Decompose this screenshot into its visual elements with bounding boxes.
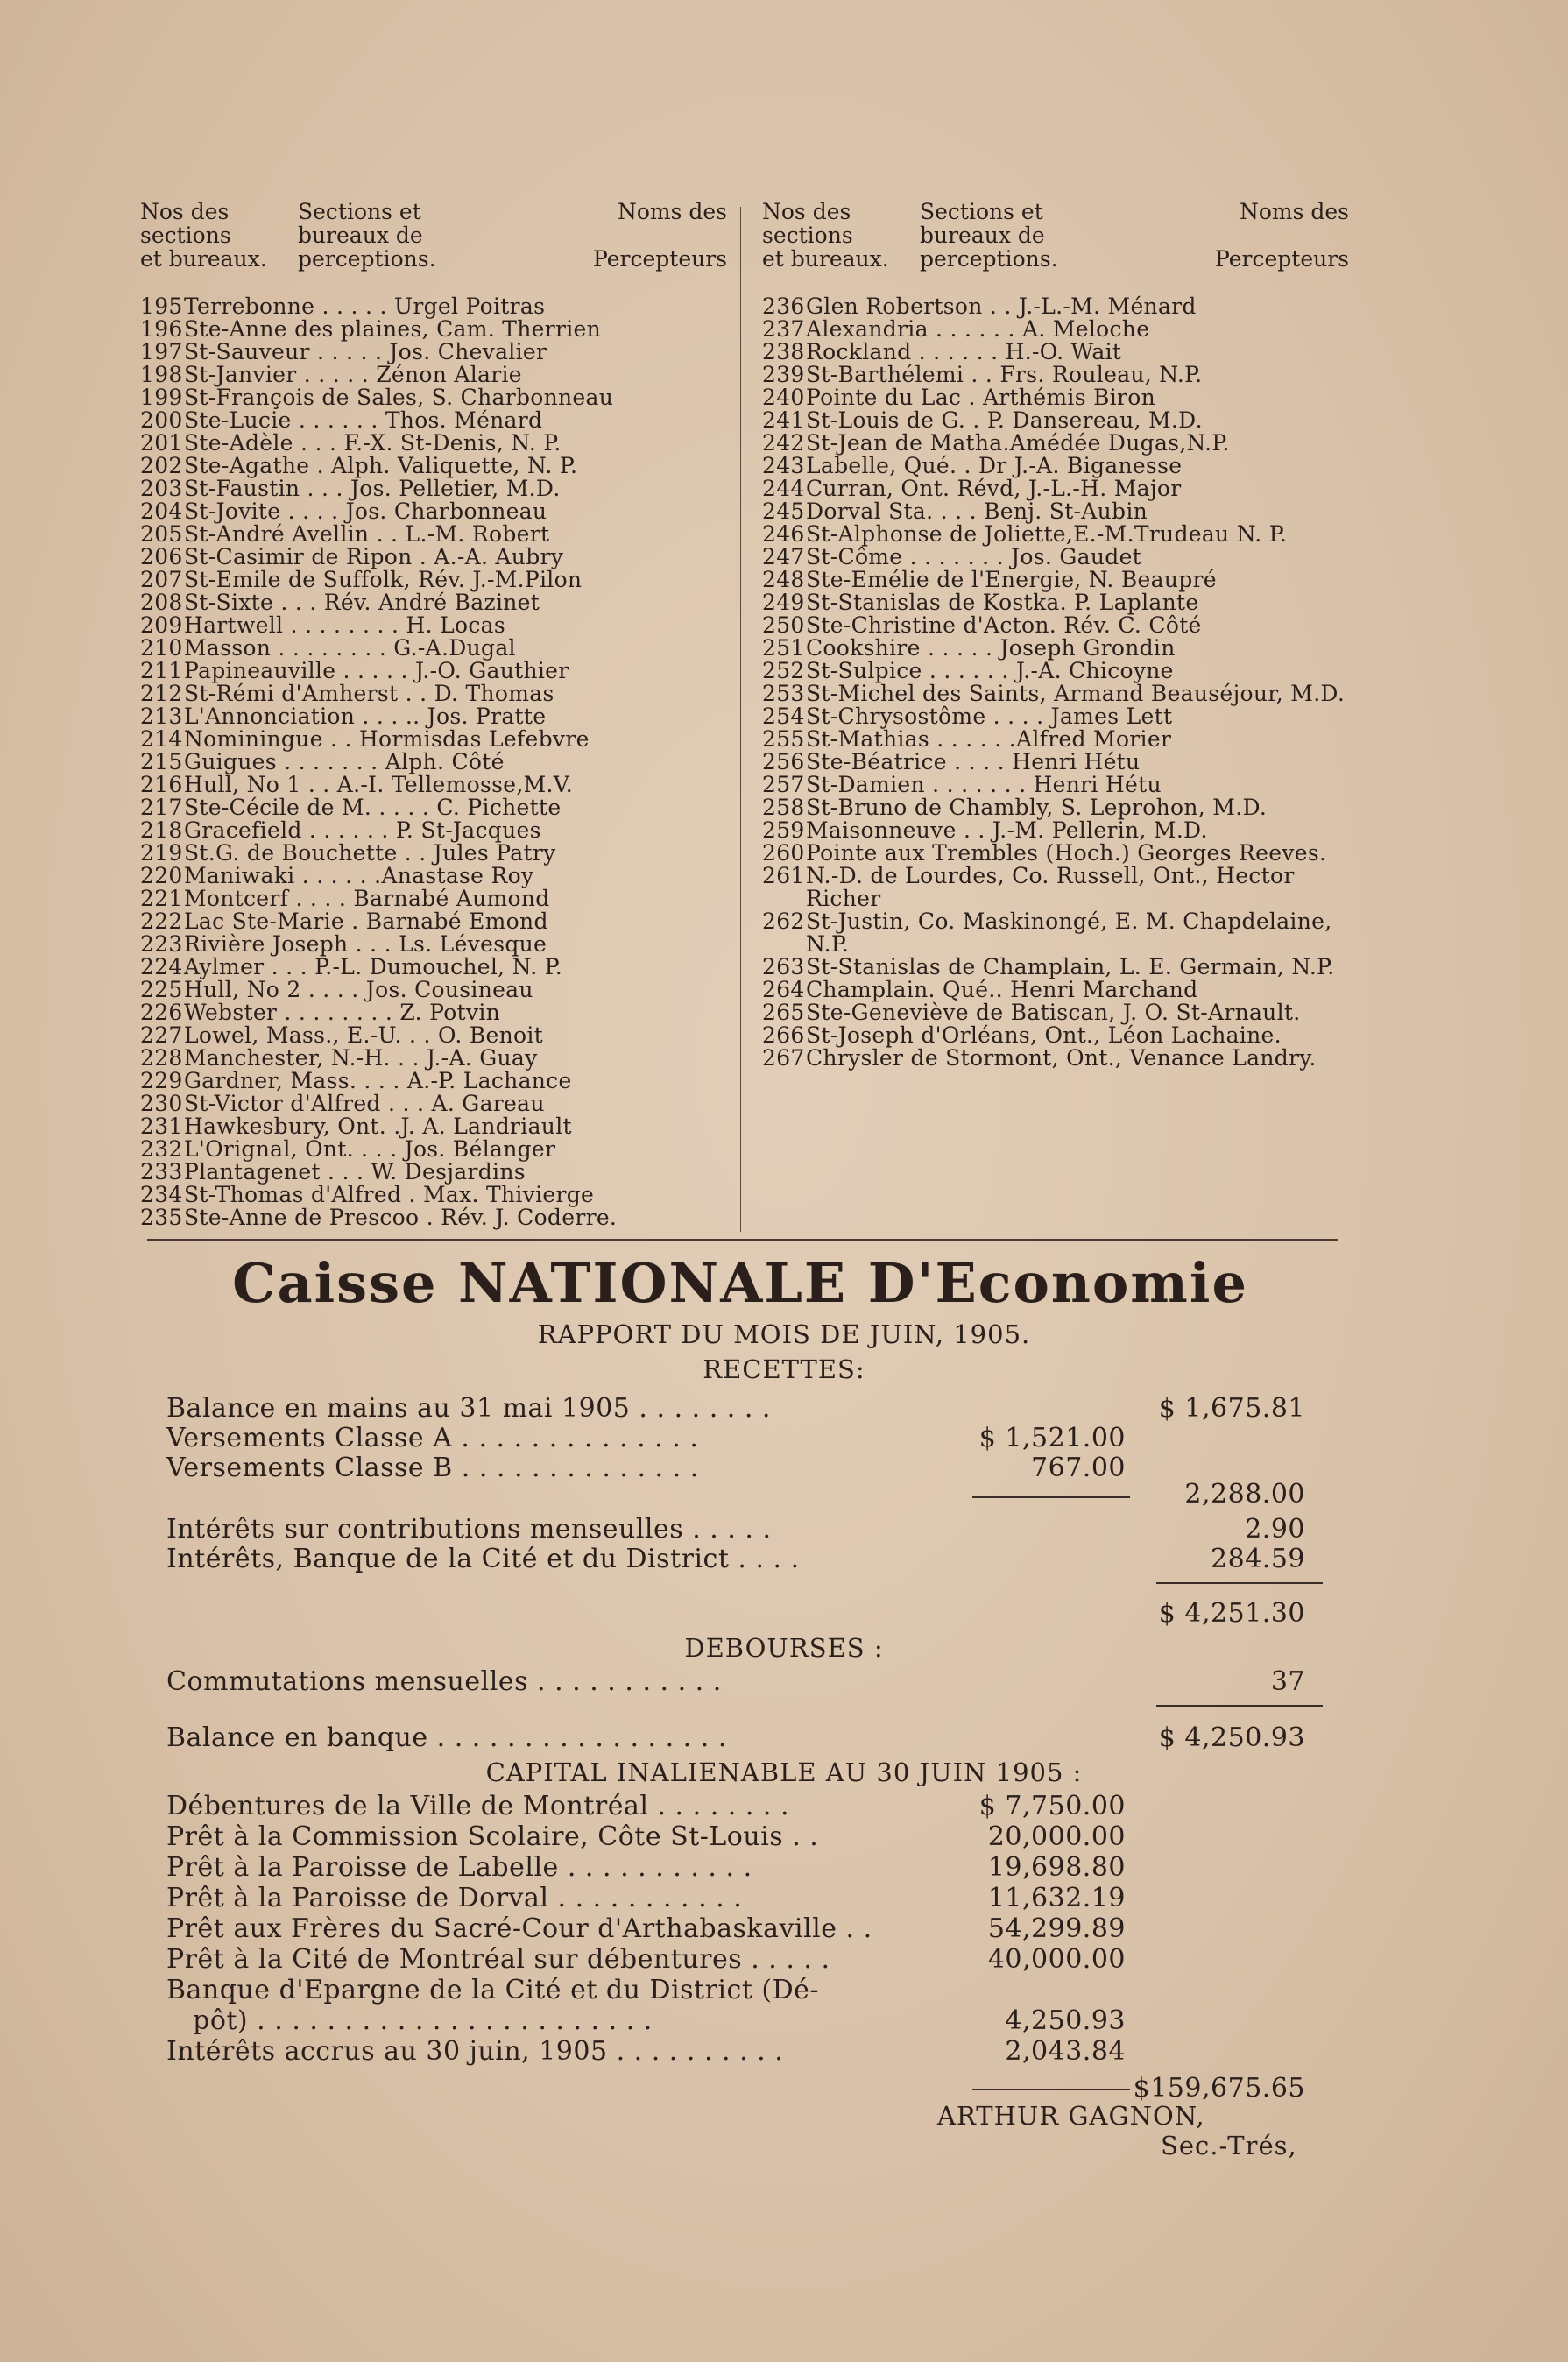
capital-value: 54,299.89 [987, 1913, 1126, 1944]
right-column [762, 200, 1349, 1070]
list-item [140, 979, 727, 1001]
list-item [762, 819, 1349, 842]
section-number: 212 [140, 681, 183, 706]
section-entry-text: Ste-Cécile de M. . . . . C. Pichette [184, 795, 562, 820]
list-item [762, 751, 1349, 774]
section-entry-text: Gracefield . . . . . . P. St-Jacques [184, 817, 541, 843]
list-item [762, 591, 1349, 614]
signature-role: Sec.-Trés, [1161, 2131, 1297, 2160]
section-entry-text: L'Orignal, Ont. . . . Jos. Bélanger [184, 1136, 556, 1162]
capital-value: 20,000.00 [987, 1821, 1126, 1852]
section-entry-text: Ste-Christine d'Acton. Rév. C. Côté [806, 612, 1202, 638]
section-divider [147, 1239, 1338, 1241]
capital-label: Débentures de la Ville de Montréal . . . . . . . . [166, 1791, 790, 1821]
interets-banque-label: Intérêts, Banque de la Cité et du District . . . . [166, 1544, 800, 1574]
list-item [140, 819, 727, 842]
classe-b-value: 767.00 [1031, 1453, 1126, 1483]
section-number: 252 [762, 658, 805, 683]
capital-label: pôt) . . . . . . . . . . . . . . . . . . . . . . . [166, 2005, 653, 2036]
section-entry-text: St-Damien . . . . . . . Henri Hétu [806, 772, 1162, 797]
list-item [762, 956, 1349, 979]
section-number: 231 [140, 1114, 183, 1139]
header-percepteurs: Noms des Percepteurs [593, 199, 727, 272]
section-entry-text: Ste-Geneviève de Batiscan, J. O. St-Arnault. [806, 1000, 1301, 1025]
section-number: 250 [762, 612, 805, 638]
interets-contrib-label: Intérêts sur contributions menseulles . . . . . [166, 1514, 772, 1545]
section-number: 255 [762, 726, 805, 752]
capital-label: Prêt à la Commission Scolaire, Côte St-Louis . . [166, 1821, 819, 1852]
section-entry-text: St-Emile de Suffolk, Rév. J.-M.Pilon [184, 567, 583, 592]
balance-label: Balance en mains au 31 mai 1905 . . . . . . . . [166, 1393, 771, 1424]
list-item [762, 637, 1349, 660]
section-number: 234 [140, 1182, 183, 1207]
list-item [762, 523, 1349, 546]
section-number: 243 [762, 453, 805, 478]
section-entry-text: Ste-Agathe . Alph. Valiquette, N. P. [184, 453, 578, 478]
capital-label: Intérêts accrus au 30 juin, 1905 . . . . . . . . . . [166, 2036, 784, 2067]
section-entry-text: Hawkesbury, Ont. .J. A. Landriault [184, 1114, 572, 1139]
list-item [762, 1001, 1349, 1024]
section-number: 201 [140, 430, 183, 456]
header-sections: Nos des sections et bureaux. [140, 199, 267, 272]
section-number: 219 [140, 840, 183, 866]
list-item [762, 660, 1349, 682]
recettes-heading: RECETTES: [703, 1354, 865, 1384]
section-entry-text: Webster . . . . . . . . Z. Potvin [184, 1000, 501, 1025]
section-number: 200 [140, 407, 183, 433]
list-item [140, 409, 727, 432]
section-number: 236 [762, 293, 805, 319]
list-item [140, 614, 727, 637]
section-number: 262 [762, 909, 805, 934]
section-entry-text: Glen Robertson . . J.-L.-M. Ménard [806, 293, 1197, 319]
list-item [140, 341, 727, 364]
list-item [140, 751, 727, 774]
section-number: 263 [762, 954, 805, 979]
capital-value: 11,632.19 [987, 1883, 1126, 1913]
list-item [762, 569, 1349, 591]
capital-label: Banque d'Epargne de la Cité et du District (Dé- [166, 1975, 820, 2005]
list-item [140, 546, 727, 569]
section-entry-text: Manchester, N.-H. . . J.-A. Guay [184, 1045, 538, 1071]
header-percepteurs: Noms des Percepteurs [1215, 199, 1349, 272]
list-item [762, 386, 1349, 409]
section-entry-text: Hull, No 1 . . A.-I. Tellemosse,M.V. [184, 772, 573, 797]
section-entry-text: Plantagenet . . . W. Desjardins [184, 1159, 526, 1185]
section-number: 213 [140, 704, 183, 729]
section-entry-text: Ste-Lucie . . . . . . Thos. Ménard [184, 407, 543, 433]
header-bureaux: Sections et bureaux de perceptions. [920, 199, 1058, 272]
capital-label: Prêt à la Cité de Montréal sur débentures . . . . . [166, 1944, 830, 1975]
section-number: 195 [140, 293, 183, 319]
section-number: 267 [762, 1045, 805, 1071]
section-entry-text: St-Sixte . . . Rév. André Bazinet [184, 590, 540, 615]
list-item [140, 386, 727, 409]
list-item [140, 933, 727, 956]
section-number: 225 [140, 977, 183, 1002]
section-entry-text: Rivière Joseph . . . Ls. Lévesque [184, 931, 547, 957]
subtotal-value: 2,288.00 [1184, 1479, 1305, 1510]
list-item [140, 569, 727, 591]
section-entry-text: Rockland . . . . . . H.-O. Wait [806, 339, 1122, 364]
section-entry-text: Hartwell . . . . . . . . H. Locas [184, 612, 505, 638]
list-item [140, 1184, 727, 1206]
section-entry-text: St-Chrysostôme . . . . James Lett [806, 704, 1173, 729]
capital-value: 19,698.80 [987, 1852, 1126, 1883]
section-entry-text: Terrebonne . . . . . Urgel Poitras [184, 293, 546, 319]
section-number: 259 [762, 817, 805, 843]
list-item [140, 295, 727, 318]
section-entry-text: Ste-Adèle . . . F.-X. St-Denis, N. P. [184, 430, 562, 456]
list-item [140, 1001, 727, 1024]
section-number: 264 [762, 977, 805, 1002]
list-item [762, 796, 1349, 819]
section-entry-text: St-Victor d'Alfred . . . A. Gareau [184, 1091, 545, 1116]
section-entry-text: St-Thomas d'Alfred . Max. Thivierge [184, 1182, 595, 1207]
commutations-value: 37 [1270, 1666, 1305, 1697]
section-entry-text: St-Stanislas de Kostka. P. Laplante [806, 590, 1199, 615]
section-number: 218 [140, 817, 183, 843]
list-item [762, 774, 1349, 796]
section-entry-text: Montcerf . . . . Barnabé Aumond [184, 886, 550, 911]
section-entry-text: St-Louis de G. . P. Dansereau, M.D. [806, 407, 1203, 433]
section-number: 251 [762, 635, 805, 661]
list-item [140, 1024, 727, 1047]
total-line [1156, 1582, 1323, 1584]
classe-a-label: Versements Classe A . . . . . . . . . . . . . . [166, 1423, 699, 1453]
section-number: 257 [762, 772, 805, 797]
section-number: 230 [140, 1091, 183, 1116]
section-number: 224 [140, 954, 183, 979]
section-entry-text: St-Côme . . . . . . . Jos. Gaudet [806, 544, 1142, 569]
section-number: 227 [140, 1022, 183, 1048]
interets-banque-value: 284.59 [1211, 1544, 1305, 1574]
section-number: 265 [762, 1000, 805, 1025]
section-entry-text: Pointe du Lac . Arthémis Biron [806, 385, 1156, 410]
section-entry-text: St-Justin, Co. Maskinongé, E. M. Chapdelaine, N.P. [806, 909, 1339, 957]
section-number: 249 [762, 590, 805, 615]
capital-label: Prêt à la Paroisse de Labelle . . . . . . . . . . . [166, 1852, 752, 1883]
section-number: 221 [140, 886, 183, 911]
section-entry-text: Dorval Sta. . . . Benj. St-Aubin [806, 499, 1148, 524]
section-number: 226 [140, 1000, 183, 1025]
section-number: 198 [140, 362, 183, 387]
section-entry-text: Aylmer . . . P.-L. Dumouchel, N. P. [184, 954, 563, 979]
section-number: 228 [140, 1045, 183, 1071]
debourses-line [1156, 1705, 1323, 1707]
classe-a-value: $ 1,521.00 [978, 1423, 1126, 1453]
list-item [762, 1047, 1349, 1070]
section-number: 258 [762, 795, 805, 820]
report-title: RAPPORT DU MOIS DE JUIN, 1905. [537, 1319, 1031, 1349]
list-item [140, 591, 727, 614]
section-entry-text: Gardner, Mass. . . . A.-P. Lachance [184, 1068, 572, 1093]
capital-value: 2,043.84 [1005, 2036, 1126, 2067]
capital-value: $ 7,750.00 [978, 1791, 1126, 1821]
section-entry-text: Cookshire . . . . . Joseph Grondin [806, 635, 1176, 661]
section-number: 220 [140, 863, 183, 888]
section-number: 235 [140, 1205, 183, 1230]
list-item [140, 1206, 727, 1229]
section-entry-text: Lowel, Mass., E.-U. . . O. Benoit [184, 1022, 544, 1048]
list-item [762, 546, 1349, 569]
section-number: 266 [762, 1022, 805, 1048]
section-number: 211 [140, 658, 183, 683]
balance-value: $ 1,675.81 [1158, 1393, 1305, 1424]
section-number: 229 [140, 1068, 183, 1093]
section-number: 215 [140, 749, 183, 774]
section-number: 245 [762, 499, 805, 524]
section-entry-text: Guigues . . . . . . . Alph. Côté [184, 749, 505, 774]
section-number: 214 [140, 726, 183, 752]
section-number: 244 [762, 476, 805, 501]
signature-name: ARTHUR GAGNON, [937, 2101, 1205, 2131]
list-item [762, 432, 1349, 455]
list-item [140, 1161, 727, 1184]
section-number: 209 [140, 612, 183, 638]
section-number: 256 [762, 749, 805, 774]
list-item [762, 705, 1349, 728]
section-number: 205 [140, 521, 183, 547]
list-item [762, 1024, 1349, 1047]
column-divider [740, 207, 741, 1232]
section-entry-text: St.G. de Bouchette . . Jules Patry [184, 840, 556, 866]
list-item [140, 364, 727, 386]
section-entry-text: St-Mathias . . . . . .Alfred Morier [806, 726, 1172, 752]
list-item [762, 364, 1349, 386]
section-entry-text: St-Alphonse de Joliette,E.-M.Trudeau N. P. [806, 521, 1288, 547]
right-column-header [762, 200, 1349, 271]
section-entry-text: Papineauville . . . . . J.-O. Gauthier [184, 658, 569, 683]
section-entry-text: St-Faustin . . . Jos. Pelletier, M.D. [184, 476, 561, 501]
section-number: 203 [140, 476, 183, 501]
left-column [140, 200, 727, 1229]
balance-banque-label: Balance en banque . . . . . . . . . . . . . . . . . [166, 1722, 727, 1753]
list-item [762, 477, 1349, 500]
section-number: 204 [140, 499, 183, 524]
section-number: 207 [140, 567, 183, 592]
section-number: 260 [762, 840, 805, 866]
section-number: 232 [140, 1136, 183, 1162]
section-entry-text: St-François de Sales, S. Charbonneau [184, 385, 614, 410]
section-entry-text: St-Joseph d'Orléans, Ont., Léon Lachaine. [806, 1022, 1282, 1048]
section-number: 247 [762, 544, 805, 569]
list-item [140, 888, 727, 910]
list-item [140, 318, 727, 341]
section-entry-text: Champlain. Qué.. Henri Marchand [806, 977, 1198, 1002]
section-number: 196 [140, 316, 183, 342]
list-item [762, 295, 1349, 318]
section-entry-text: Lac Ste-Marie . Barnabé Emond [184, 909, 548, 934]
debourses-heading: DEBOURSES : [684, 1633, 884, 1663]
section-entry-text: Ste-Emélie de l'Energie, N. Beaupré [806, 567, 1217, 592]
section-entry-text: Ste-Anne des plaines, Cam. Therrien [184, 316, 602, 342]
section-entry-text: St-Barthélemi . . Frs. Rouleau, N.P. [806, 362, 1203, 387]
list-item [140, 1115, 727, 1138]
section-entry-text: St-Michel des Saints, Armand Beauséjour, M.D. [806, 681, 1346, 706]
section-entry-text: Labelle, Qué. . Dr J.-A. Biganesse [806, 453, 1183, 478]
header-bureaux: Sections et bureaux de perceptions. [298, 199, 436, 272]
section-number: 217 [140, 795, 183, 820]
section-number: 246 [762, 521, 805, 547]
section-entry-text: Alexandria . . . . . . A. Meloche [806, 316, 1150, 342]
section-number: 197 [140, 339, 183, 364]
list-item [762, 865, 1349, 910]
section-number: 253 [762, 681, 805, 706]
list-item [140, 682, 727, 705]
section-entry-text: L'Annonciation . . . .. Jos. Pratte [184, 704, 547, 729]
list-item [140, 956, 727, 979]
capital-value: 40,000.00 [987, 1944, 1126, 1975]
section-number: 261 [762, 863, 805, 888]
list-item [140, 842, 727, 865]
list-item [140, 705, 727, 728]
capital-label: Prêt aux Frères du Sacré-Cour d'Arthabaskaville . . [166, 1913, 872, 1944]
list-item [762, 979, 1349, 1001]
list-item [762, 455, 1349, 477]
classe-b-label: Versements Classe B . . . . . . . . . . . . . . [166, 1453, 699, 1483]
list-item [140, 432, 727, 455]
list-item [140, 1093, 727, 1115]
section-entry-text: St-Jovite . . . . Jos. Charbonneau [184, 499, 547, 524]
section-number: 216 [140, 772, 183, 797]
section-entry-text: St-Casimir de Ripon . A.-A. Aubry [184, 544, 564, 569]
interets-contrib-value: 2.90 [1245, 1514, 1305, 1545]
section-entry-text: Pointe aux Trembles (Hoch.) Georges Reeves. [806, 840, 1327, 866]
section-number: 237 [762, 316, 805, 342]
header-sections: Nos des sections et bureaux. [762, 199, 889, 272]
section-number: 248 [762, 567, 805, 592]
list-item [140, 1070, 727, 1093]
list-item [762, 910, 1349, 956]
section-entry-text: Maisonneuve . . J.-M. Pellerin, M.D. [806, 817, 1208, 843]
list-item [140, 1138, 727, 1161]
list-item [762, 682, 1349, 705]
section-entry-text: Chrysler de Stormont, Ont., Venance Landry. [806, 1045, 1317, 1071]
balance-banque-value: $ 4,250.93 [1158, 1722, 1305, 1753]
section-number: 199 [140, 385, 183, 410]
list-item [762, 500, 1349, 523]
page-title: Caisse NATIONALE D'Economie [232, 1251, 1248, 1315]
section-entry-text: N.-D. de Lourdes, Co. Russell, Ont., Hector Richer [806, 863, 1302, 911]
list-item [762, 341, 1349, 364]
section-entry-text: St-Jean de Matha.Amédée Dugas,N.P. [806, 430, 1230, 456]
list-item [140, 1047, 727, 1070]
section-number: 240 [762, 385, 805, 410]
section-number: 238 [762, 339, 805, 364]
list-item [140, 728, 727, 751]
section-entry-text: St-Sauveur . . . . . Jos. Chevalier [184, 339, 547, 364]
section-entry-text: St-Stanislas de Champlain, L. E. Germain, N.P. [806, 954, 1335, 979]
section-number: 210 [140, 635, 183, 661]
list-item [762, 318, 1349, 341]
list-item [140, 637, 727, 660]
section-number: 206 [140, 544, 183, 569]
section-entry-text: St-Janvier . . . . . Zénon Alarie [184, 362, 522, 387]
section-number: 242 [762, 430, 805, 456]
left-entries [140, 295, 727, 1229]
recettes-total: $ 4,251.30 [1158, 1598, 1305, 1629]
section-number: 254 [762, 704, 805, 729]
list-item [140, 774, 727, 796]
left-column-header [140, 200, 727, 271]
list-item [762, 409, 1349, 432]
right-entries [762, 295, 1349, 1070]
section-entry-text: St-Bruno de Chambly, S. Leprohon, M.D. [806, 795, 1268, 820]
section-number: 233 [140, 1159, 183, 1185]
sum-line [972, 1496, 1130, 1498]
capital-sum-line [972, 2089, 1130, 2090]
list-item [762, 614, 1349, 637]
capital-label: Prêt à la Paroisse de Dorval . . . . . . . . . . . [166, 1883, 743, 1913]
section-entry-text: Nominingue . . Hormisdas Lefebvre [184, 726, 590, 752]
section-number: 202 [140, 453, 183, 478]
section-entry-text: St-Sulpice . . . . . . J.-A. Chicoyne [806, 658, 1174, 683]
list-item [762, 728, 1349, 751]
section-entry-text: Ste-Béatrice . . . . Henri Hétu [806, 749, 1141, 774]
section-entry-text: Hull, No 2 . . . . Jos. Cousineau [184, 977, 533, 1002]
section-entry-text: St-André Avellin . . L.-M. Robert [184, 521, 550, 547]
section-entry-text: Curran, Ont. Révd, J.-L.-H. Major [806, 476, 1182, 501]
commutations-label: Commutations mensuelles . . . . . . . . . . . [166, 1666, 722, 1697]
list-item [140, 455, 727, 477]
section-number: 208 [140, 590, 183, 615]
section-entry-text: Masson . . . . . . . . G.-A.Dugal [184, 635, 516, 661]
section-number: 241 [762, 407, 805, 433]
section-entry-text: Ste-Anne de Prescoo . Rév. J. Coderre. [184, 1205, 618, 1230]
capital-value: 4,250.93 [1005, 2005, 1126, 2036]
section-number: 223 [140, 931, 183, 957]
section-entry-text: St-Rémi d'Amherst . . D. Thomas [184, 681, 554, 706]
list-item [140, 477, 727, 500]
capital-heading: CAPITAL INALIENABLE AU 30 JUIN 1905 : [485, 1757, 1083, 1787]
list-item [140, 910, 727, 933]
list-item [140, 865, 727, 888]
section-number: 222 [140, 909, 183, 934]
section-entry-text: Maniwaki . . . . . .Anastase Roy [184, 863, 534, 888]
section-number: 239 [762, 362, 805, 387]
list-item [140, 796, 727, 819]
list-item [140, 660, 727, 682]
list-item [762, 842, 1349, 865]
list-item [140, 523, 727, 546]
capital-total: $159,675.65 [1133, 2073, 1305, 2104]
list-item [140, 500, 727, 523]
